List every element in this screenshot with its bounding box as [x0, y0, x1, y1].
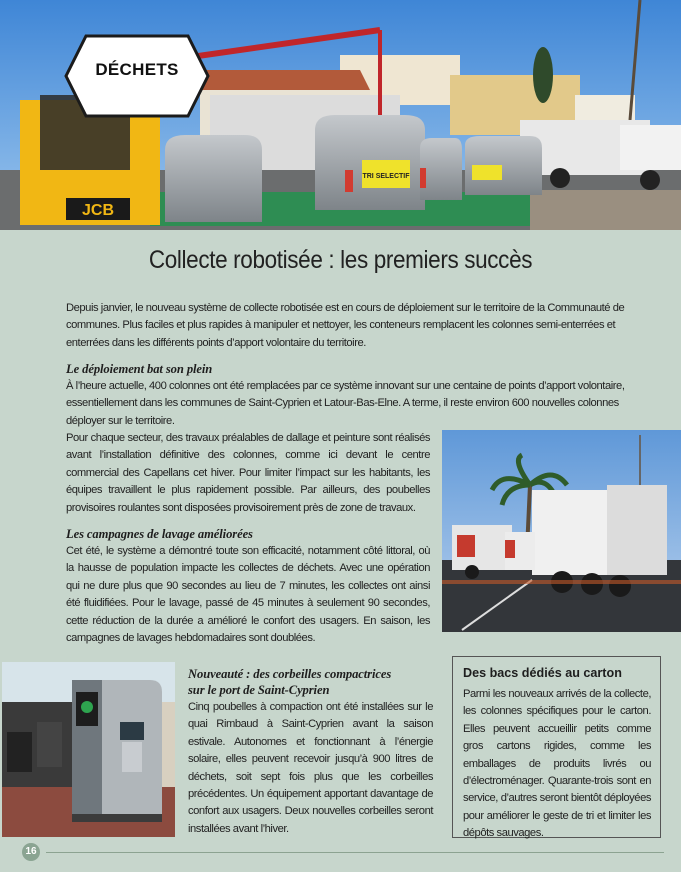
section-heading-washing: Les campagnes de lavage améliorées	[66, 527, 253, 541]
section-compactors-paragraph: Cinq poubelles à compaction ont été installées sur le quai Rimbaud à Saint-Cyprien avant la saison estivale. Autonomes et fonctionnant à l’énergie solaire, elles peuvent recevoir jusqu’à 900 litres de déchets, soit sept fois plus que les corbeilles précédentes. Un équipement apportant davantage de confort aux usagers. Deux nouvelles corbeilles seront installées avant l’hiver.	[188, 701, 433, 835]
section-heading-deployment: Le déploiement bat son plein	[66, 362, 213, 376]
garbage-trucks-photo	[442, 430, 681, 632]
container-label-text: TRI SELECTIF	[362, 173, 410, 180]
compactor-bin-photo	[2, 662, 175, 837]
article-title: Collecte robotisée : les premiers succès	[148, 246, 533, 274]
article-intro: Depuis janvier, le nouveau système de collecte robotisée est en cours de déploiement sur le territoire de la Communauté de communes. Plus faciles et plus rapides à manipuler et nettoyer, les conteneurs remplacent les colonnes semi-enterrées et enterrées dans les différents points d’apport volontaire du territoire.	[66, 302, 625, 349]
sidebar-title: Des bacs dédiés au carton	[463, 666, 622, 680]
footer-rule	[46, 852, 664, 853]
page-number: 16	[22, 843, 40, 861]
section-deployment-paragraph-2: Pour chaque secteur, des travaux préalables de dallage et peinture sont réalisés avant l’installation définitive des colonnes, comme ici devant le centre commercial des Capellans cet hiver. Pour limiter l’impact sur les habitants, les équipes travaillent le plus rapidement possible. Par ailleurs, des poubelles provisoires roulantes sont disposées provisoirement près de zone de travaux.	[66, 432, 430, 514]
category-badge-label: DÉCHETS	[95, 60, 179, 79]
loader-brand-text: JCB	[81, 202, 115, 219]
section-heading-compactors-line2: sur le port de Saint-Cyprien	[188, 683, 330, 697]
section-washing-paragraph: Cet été, le système a démontré toute son efficacité, notamment côté littoral, où la hausse de population impacte les collectes de déchets. Avec une opération qui ne dure plus que 90 secondes au lieu de 7 minutes, les collectes ont ainsi été fluidifiées. Pour le lavage, passé de 45 minutes à seulement 90 secondes, cette réduction de la durée a amélioré le confort des usagers. En saison, les campagnes de lavages hebdomadaires sont doublées.	[66, 545, 430, 645]
section-deployment-paragraph-1: À l’heure actuelle, 400 colonnes ont été remplacées par ce système innovant sur une centaine de points d’apport volontaire, essentiellement dans les communes de Saint-Cyprien et Latour-Bas-Elne. A terme, il reste environ 600 nouvelles colonnes déployer sur le territoire.	[66, 380, 625, 427]
section-heading-compactors-line1: Nouveauté : des corbeilles compactrices	[188, 667, 392, 681]
sidebar-text: Parmi les nouveaux arrivés de la collecte, les colonnes spécifiques pour le carton. Elles peuvent accueillir petits comme gros cartons rigides, comme les emballages de produits livrés ou d’électroménager. Quarante-trois sont en service, d’autres seront bientôt déployées pour améliorer le geste de tri et limiter les dépôts sauvages.	[463, 688, 651, 840]
